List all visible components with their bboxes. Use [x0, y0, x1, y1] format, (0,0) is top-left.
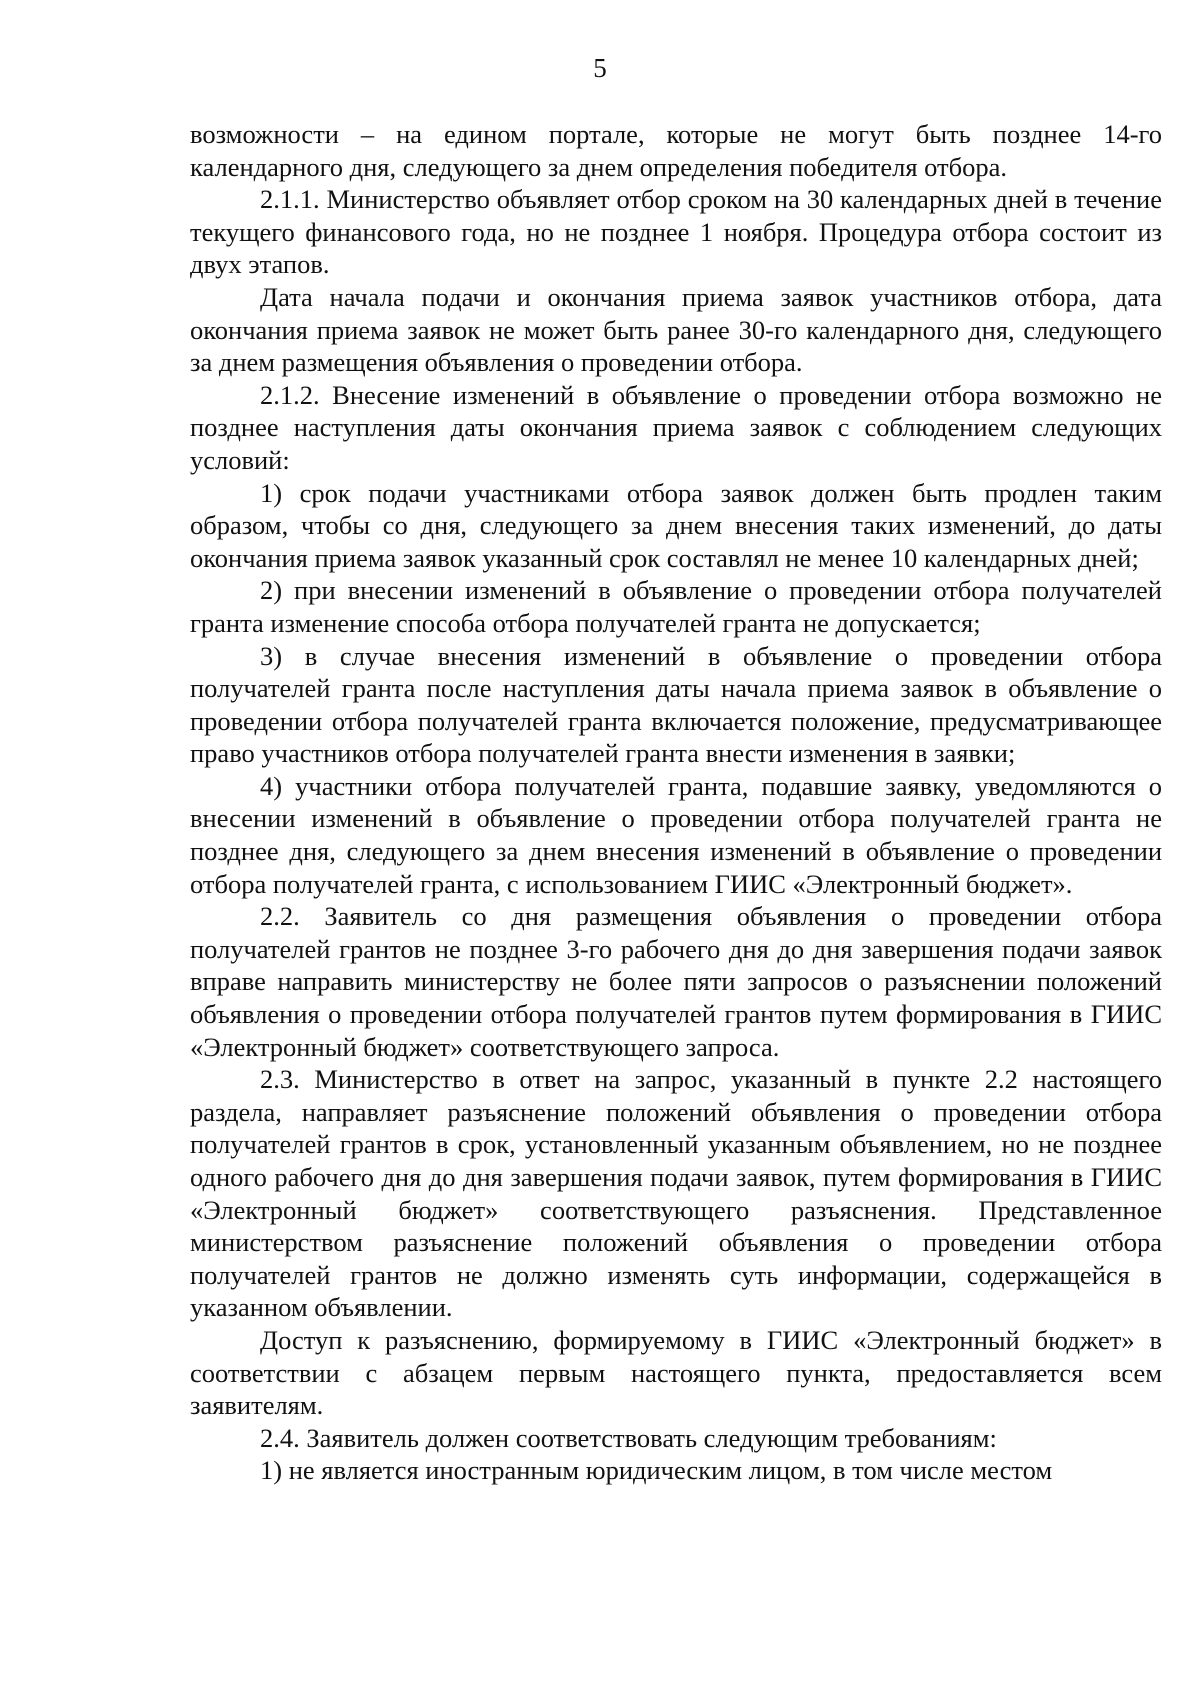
list-item-2: 2) при внесении изменений в объявление о проведении отбора получателей гранта изменение способа отбора получателей гранта не допускается;: [190, 575, 1162, 638]
list-item-1: 1) срок подачи участниками отбора заявок должен быть продлен таким образом, чтобы со дня, следующего за днем внесения таких изменений, до даты окончания приема заявок указанный срок составлял не менее 10 календарных дней;: [190, 477, 1162, 573]
paragraph-2-1-2: 2.1.2. Внесение изменений в объявление о проведении отбора возможно не позднее наступления даты окончания приема заявок с соблюдением следующих условий:: [190, 379, 1162, 475]
list-item-4: 4) участники отбора получателей гранта, подавшие заявку, уведомляются о внесении изменений в объявление о проведении отбора получателей гранта не позднее дня, следующего за днем внесения изменений в объявление о проведении отбора получателей гранта, с использованием ГИИС «Электронный бюджет».: [190, 770, 1162, 899]
paragraph-2-4: 2.4. Заявитель должен соответствовать следующим требованиям:: [260, 1422, 997, 1453]
page-number: 5: [593, 53, 607, 83]
paragraph-application-dates: Дата начала подачи и окончания приема заявок участников отбора, дата окончания приема заявок не может быть ранее 30-го календарного дня, следующего за днем размещения объявления о проведении отбора.: [190, 281, 1162, 378]
paragraph-2-3: 2.3. Министерство в ответ на запрос, указанный в пункте 2.2 настоящего раздела, направляет разъяснение положений объявления о проведении отбора получателей грантов в срок, установленный указанным объявлением, но не позднее одного рабочего дня до дня завершения подачи заявок, путем формирования в ГИИС «Электронный бюджет» соответствующего разъяснения. Представленное министерством разъяснение положений объявления о проведении отбора получателей грантов не должно изменять суть информации, содержащейся в указанном объявлении.: [190, 1064, 1162, 1323]
paragraph-continuation: возможности – на едином портале, которые не могут быть позднее 14-го календарного дня, следующего за днем определения победителя отбора.: [190, 119, 1162, 182]
paragraph-2-1-1: 2.1.1. Министерство объявляет отбор сроком на 30 календарных дней в течение текущего финансового года, но не позднее 1 ноября. Процедура отбора состоит из двух этапов.: [190, 184, 1162, 280]
list-item-3: 3) в случае внесения изменений в объявление о проведении отбора получателей гранта после наступления даты начала приема заявок в объявление о проведении отбора получателей гранта включается положение, предусматривающее право участников отбора получателей гранта внести изменения в заявки;: [190, 640, 1162, 769]
paragraph-access: Доступ к разъяснению, формируемому в ГИИС «Электронный бюджет» в соответствии с абзацем первым настоящего пункта, предоставляется всем заявителям.: [190, 1324, 1162, 1421]
document-text: [190, 118, 1162, 1487]
paragraph-2-2: 2.2. Заявитель со дня размещения объявления о проведении отбора получателей грантов не позднее 3-го рабочего дня до дня завершения подачи заявок вправе направить министерству не более пяти запросов о разъяснении положений объявления о проведении отбора получателей грантов путем формирования в ГИИС «Электронный бюджет» соответствующего запроса.: [190, 901, 1162, 1062]
requirement-item-1: 1) не является иностранным юридическим лицом, в том числе местом: [260, 1455, 1053, 1486]
